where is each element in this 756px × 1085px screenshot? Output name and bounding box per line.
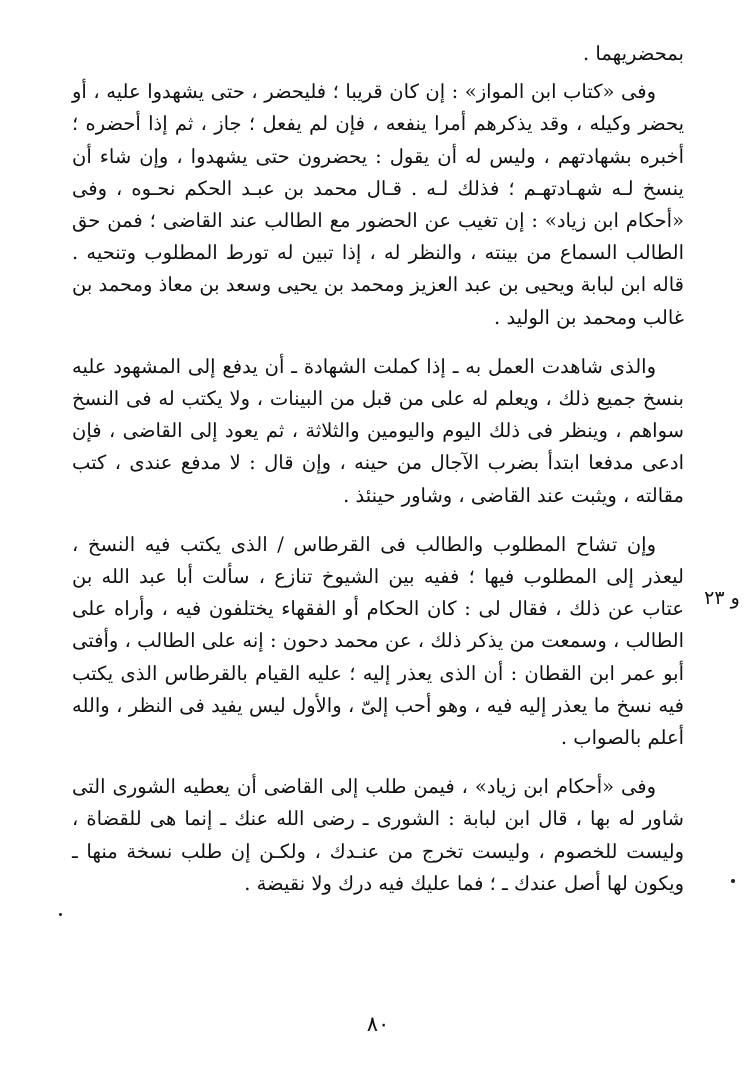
paragraph-ibn-al-mawwaz: وفى «كتاب ابن المواز» : إن كان قريبا ؛ فليحضر ، حتى يشهدوا عليه ، أو يحضر وكيله ، وقد يذكرهم أمرا ينفعه ، فإن لم يفعل ؛ جاز ، ثم إذا أحضره ؛ أخبره بشهادتهم ، وليس له أن يقول : يحضرون حتى يشهدوا ، وإن شاء أن ينسخ لـه شهـادتهـم ؛ فذلك لـه . قـال محمد بن عبـد الحكم نحـوه ، وفى «أحكام ابن زياد» : إن تغيب عن الحضور مع الطالب عند القاضى ؛ فمن حق الطالب السماع من بينته ، والنظر له ، إذا تبين له تورط المطلوب وتنحيه . قاله ابن لبابة ويحيى بن عبد العزيز ومحمد بن يحيى وسعد بن معاذ ومحمد بن غالب ومحمد بن الوليد . [72,80,684,329]
scan-speck [59,913,62,916]
paragraph-qirtas-dispute: وإن تشاح المطلوب والطالب فى القرطاس / الذى يكتب فيه النسخ ، ليعذر إلى المطلوب فيها ؛ ففيه بين الشيوخ تنازع ، سألت أبا عبد الله بن عتاب عن ذلك ، فقال لى : كان الحكام أو الفقهاء يختلفون فيه ، وأراه على الطالب ، وسمعت من يذكر ذلك ، عن محمد دحون : إنه على الطالب ، وأفتى أبو عمر ابن القطان : أن الذى يعذر إليه ؛ عليه القيام بالقرطاس الذى يكتب فيه نسخ ما يعذر إليه فيه ، وهو أحب إلىّ ، والأول ليس يفيد فى النظر ، والله أعلم بالصواب . [72,532,684,750]
paragraph-shura: وفى «أحكام ابن زياد» ، فيمن طلب إلى القاضى أن يعطيه الشورى التى شاور له بها ، قال ابن لبابة : الشورى ـ رضى الله عنك ـ إنما هى للقضاة ، وليست للخصوم ، وليست تخرج من عنـدك ، ولكـن إن طلب نسخة منها ـ ويكون لها أصل عندك ـ ؛ فما عليك فيه درك ولا نقيضة . [72,775,684,895]
paragraph-practice: والذى شاهدت العمل به ـ إذا كملت الشهادة ـ أن يدفع إلى المشهود عليه بنسخ جميع ذلك ، ويعلم له على من قبل من البينات ، ولا يكتب له فى النسخ سواهم ، وينظر فى ذلك اليوم واليومين والثلاثة ، ثم يعود إلى القاضى ، فإن ادعى مدفعا ابتدأ بضرب الآجال من حينه ، وإن قال : لا مدفع عندى ، كتب مقالته ، ويثبت عند القاضى ، وشاور حينئذ . [72,354,684,507]
paragraph-continuation: بمحضريهما . [583,42,684,65]
folio-margin-note: و ٢٣ [704,587,740,609]
document-body [72,38,684,917]
scan-speck [731,879,735,883]
page-number: ٨٠ [366,1012,390,1036]
